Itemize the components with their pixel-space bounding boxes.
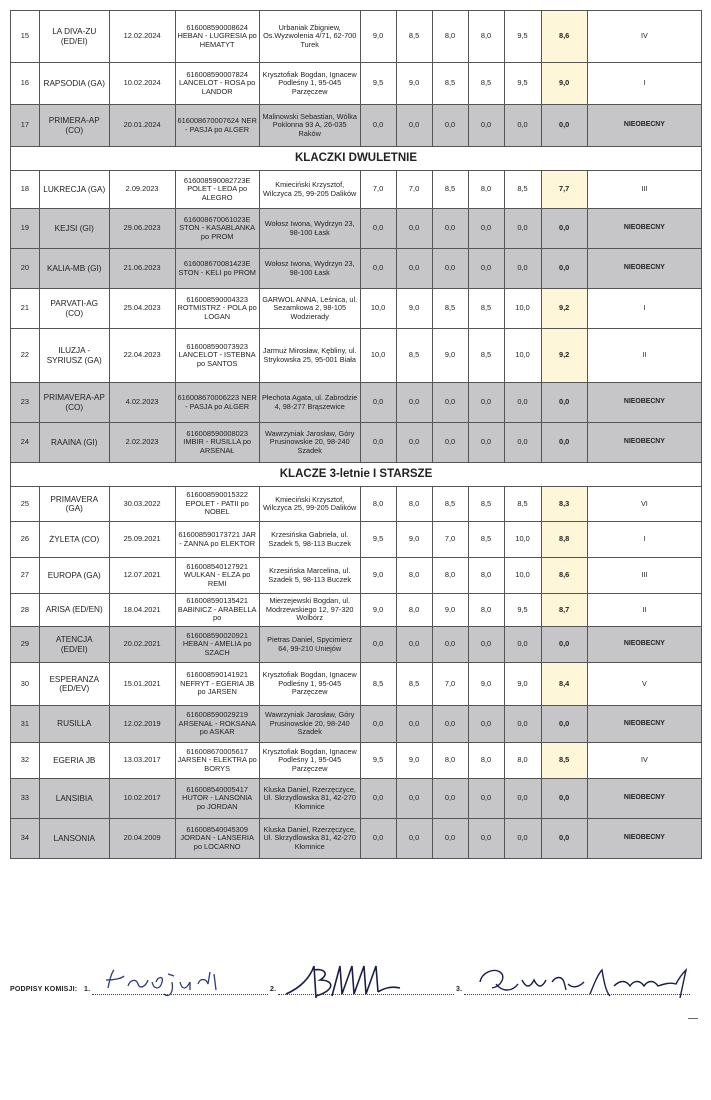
birth-date: 13.03.2017 [109, 743, 175, 779]
page-mark [688, 1018, 698, 1019]
row-number: 26 [11, 522, 40, 558]
table-row [11, 329, 702, 383]
birth-date: 2.09.2023 [109, 171, 175, 209]
score-1: 0,0 [360, 627, 396, 663]
score-5: 8,5 [504, 487, 541, 522]
birth-date: 10.02.2017 [109, 779, 175, 819]
table-row [11, 594, 702, 627]
pedigree: 616008590141921 NEFRYT - EGERIA JB po JARSEN [175, 663, 259, 706]
pedigree: 616008670081423E STON - KELI po PROM [175, 249, 259, 289]
pedigree: 616008590029219 ARSENAŁ - ROKSANA po ASKAR [175, 706, 259, 743]
score-5: 10,0 [504, 289, 541, 329]
pedigree: 616008590004323 ROTMISTRZ - POLA po LOGAN [175, 289, 259, 329]
average-score: 8,6 [541, 11, 587, 63]
average-score: 0,0 [541, 627, 587, 663]
birth-date: 18.04.2021 [109, 594, 175, 627]
horse-name: PRIMAVERA-AP (CO) [39, 383, 109, 423]
score-1: 9,0 [360, 11, 396, 63]
owner: Wołosz Iwona, Wydrzyn 23, 98-100 Łask [259, 209, 360, 249]
score-3: 0,0 [432, 249, 468, 289]
placement: NIEOBECNY [587, 383, 701, 423]
table-row [11, 706, 702, 743]
score-1: 9,0 [360, 594, 396, 627]
horse-name: LANSONIA [39, 819, 109, 859]
score-2: 8,0 [396, 594, 432, 627]
score-1: 0,0 [360, 779, 396, 819]
horse-name: PARVATI-AG (CO) [39, 289, 109, 329]
score-5: 0,0 [504, 779, 541, 819]
pedigree: 616008590082723E POLET - LEDA po ALEGRO [175, 171, 259, 209]
score-1: 0,0 [360, 209, 396, 249]
placement: NIEOBECNY [587, 209, 701, 249]
score-2: 0,0 [396, 105, 432, 147]
pedigree: 616008670006223 NER - PASJA po ALGER [175, 383, 259, 423]
score-3: 9,0 [432, 329, 468, 383]
average-score: 0,0 [541, 423, 587, 463]
row-number: 15 [11, 11, 40, 63]
pedigree: 616008670005617 JARSEN - ELEKTRA po BORYS [175, 743, 259, 779]
owner: Malinowski Sebastian, Wólka Poklonna 93 A, 26-035 Raków [259, 105, 360, 147]
placement: III [587, 171, 701, 209]
score-2: 0,0 [396, 779, 432, 819]
score-2: 0,0 [396, 209, 432, 249]
placement: V [587, 663, 701, 706]
row-number: 18 [11, 171, 40, 209]
table-row [11, 663, 702, 706]
score-3: 0,0 [432, 627, 468, 663]
birth-date: 29.06.2023 [109, 209, 175, 249]
placement: IV [587, 743, 701, 779]
score-5: 0,0 [504, 819, 541, 859]
score-4: 8,0 [468, 171, 504, 209]
horse-name: EGERIA JB [39, 743, 109, 779]
placement: III [587, 558, 701, 594]
signature-1-image [102, 960, 242, 1002]
birth-date: 20.01.2024 [109, 105, 175, 147]
score-3: 8,5 [432, 289, 468, 329]
score-2: 8,0 [396, 558, 432, 594]
score-5: 0,0 [504, 627, 541, 663]
results-table [10, 10, 702, 859]
horse-name: RUSILLA [39, 706, 109, 743]
owner: Pietras Daniel, Spycimierz 64, 99-210 Uniejów [259, 627, 360, 663]
horse-name: LA DIVA-ZU (ED/EI) [39, 11, 109, 63]
average-score: 8,8 [541, 522, 587, 558]
birth-date: 10.02.2024 [109, 63, 175, 105]
row-number: 16 [11, 63, 40, 105]
owner: Kluska Daniel, Rzerzęczyce, Ul. Skrzydlowska 81, 42-270 Kłomnice [259, 779, 360, 819]
score-3: 7,0 [432, 522, 468, 558]
birth-date: 22.04.2023 [109, 329, 175, 383]
row-number: 21 [11, 289, 40, 329]
score-1: 0,0 [360, 105, 396, 147]
score-5: 9,5 [504, 594, 541, 627]
horse-name: RAPSODIA (GA) [39, 63, 109, 105]
horse-name: EUROPA (GA) [39, 558, 109, 594]
score-5: 9,5 [504, 11, 541, 63]
score-5: 10,0 [504, 558, 541, 594]
average-score: 8,3 [541, 487, 587, 522]
table-row [11, 779, 702, 819]
birth-date: 15.01.2021 [109, 663, 175, 706]
score-2: 0,0 [396, 627, 432, 663]
table-row [11, 171, 702, 209]
signatures [10, 958, 702, 1018]
pedigree: 616008670061023E STON - KASABLANKA po PROM [175, 209, 259, 249]
score-3: 8,0 [432, 11, 468, 63]
horse-name: PRIMAVERA (GA) [39, 487, 109, 522]
pedigree: 616008590173721 JAR - ŻANNA po ELEKTOR [175, 522, 259, 558]
score-1: 10,0 [360, 329, 396, 383]
horse-name: ARISA (ED/EN) [39, 594, 109, 627]
score-5: 0,0 [504, 105, 541, 147]
placement: NIEOBECNY [587, 249, 701, 289]
score-4: 0,0 [468, 706, 504, 743]
horse-name: ŻYLETA (CO) [39, 522, 109, 558]
score-4: 0,0 [468, 209, 504, 249]
score-5: 8,5 [504, 171, 541, 209]
pedigree: 616008590007824 LANCELOT - ROSA po LANDOR [175, 63, 259, 105]
birth-date: 30.03.2022 [109, 487, 175, 522]
average-score: 0,0 [541, 706, 587, 743]
row-number: 27 [11, 558, 40, 594]
horse-name: KALIA-MB (GI) [39, 249, 109, 289]
score-3: 0,0 [432, 706, 468, 743]
score-5: 0,0 [504, 249, 541, 289]
score-3: 8,5 [432, 63, 468, 105]
table-row [11, 487, 702, 522]
score-4: 8,5 [468, 487, 504, 522]
score-2: 0,0 [396, 423, 432, 463]
birth-date: 12.02.2019 [109, 706, 175, 743]
horse-name: PRIMERA-AP (CO) [39, 105, 109, 147]
score-3: 8,5 [432, 487, 468, 522]
owner: Wawrzyniak Jarosław, Góry Prusinowskie 20, 98-240 Szadek [259, 706, 360, 743]
score-2: 0,0 [396, 819, 432, 859]
score-4: 0,0 [468, 627, 504, 663]
score-1: 8,5 [360, 663, 396, 706]
score-1: 0,0 [360, 706, 396, 743]
pedigree: 616008540005417 HUTOR - LANSONIA po JORDAN [175, 779, 259, 819]
score-3: 8,0 [432, 558, 468, 594]
score-2: 8,5 [396, 11, 432, 63]
signatures-label: PODPISY KOMISJI: [10, 986, 78, 993]
placement: II [587, 594, 701, 627]
section-header-row [11, 147, 702, 171]
row-number: 34 [11, 819, 40, 859]
pedigree: 616008590008624 HEBAN - LUGRESIA po HEMATYT [175, 11, 259, 63]
row-number: 25 [11, 487, 40, 522]
signature-number-1: 1. [84, 986, 91, 993]
birth-date: 2.02.2023 [109, 423, 175, 463]
average-score: 0,0 [541, 383, 587, 423]
owner: Płechota Agata, ul. Zabrodzie 4, 98-277 Brąszewice [259, 383, 360, 423]
score-2: 0,0 [396, 383, 432, 423]
score-2: 9,0 [396, 743, 432, 779]
signature-2-image [280, 958, 410, 1004]
score-2: 8,0 [396, 487, 432, 522]
score-3: 0,0 [432, 209, 468, 249]
table-row [11, 423, 702, 463]
score-5: 10,0 [504, 522, 541, 558]
owner: Krzesińska Gabriela, ul. Szadek 5, 98-113 Buczek [259, 522, 360, 558]
owner: Kluska Daniel, Rzerzęczyce, Ul. Skrzydlowska 81, 42-270 Kłomnice [259, 819, 360, 859]
row-number: 31 [11, 706, 40, 743]
pedigree: 616008590008023 IMBIR - RUSILLA po ARSENAŁ [175, 423, 259, 463]
table-row [11, 11, 702, 63]
birth-date: 25.04.2023 [109, 289, 175, 329]
score-5: 9,5 [504, 63, 541, 105]
score-2: 9,0 [396, 522, 432, 558]
score-1: 9,5 [360, 743, 396, 779]
score-3: 0,0 [432, 779, 468, 819]
score-1: 7,0 [360, 171, 396, 209]
table-row [11, 249, 702, 289]
score-1: 0,0 [360, 423, 396, 463]
owner: Krysztofiak Bogdan, Ignacew Podleśny 1, 95-045 Parzęczew [259, 63, 360, 105]
score-5: 8,0 [504, 743, 541, 779]
average-score: 9,2 [541, 329, 587, 383]
score-4: 0,0 [468, 105, 504, 147]
average-score: 0,0 [541, 779, 587, 819]
row-number: 19 [11, 209, 40, 249]
score-4: 8,0 [468, 594, 504, 627]
score-4: 0,0 [468, 249, 504, 289]
table-row [11, 627, 702, 663]
score-4: 8,0 [468, 743, 504, 779]
average-score: 8,6 [541, 558, 587, 594]
score-3: 8,5 [432, 171, 468, 209]
average-score: 9,2 [541, 289, 587, 329]
score-1: 10,0 [360, 289, 396, 329]
owner: Urbaniak Zbigniew, Os.Wyzwolenia 4/71, 62-700 Turek [259, 11, 360, 63]
row-number: 28 [11, 594, 40, 627]
score-4: 8,5 [468, 329, 504, 383]
placement: VI [587, 487, 701, 522]
placement: IV [587, 11, 701, 63]
score-1: 0,0 [360, 819, 396, 859]
table-row [11, 63, 702, 105]
row-number: 24 [11, 423, 40, 463]
owner: GARWOL ANNA, Leśnica, ul. Sezamkowa 2, 98-105 Wodzierady [259, 289, 360, 329]
score-3: 0,0 [432, 819, 468, 859]
average-score: 8,7 [541, 594, 587, 627]
row-number: 33 [11, 779, 40, 819]
birth-date: 20.04.2009 [109, 819, 175, 859]
signature-3b-image [584, 962, 694, 1002]
placement: NIEOBECNY [587, 105, 701, 147]
horse-name: ILUZJA - SYRIUSZ (GA) [39, 329, 109, 383]
owner: Jarmuż Mirosław, Kębliny, ul. Strykowska 25, 95-001 Biała [259, 329, 360, 383]
pedigree: 616008670007624 NER - PASJA po ALGER [175, 105, 259, 147]
row-number: 22 [11, 329, 40, 383]
placement: NIEOBECNY [587, 779, 701, 819]
placement: II [587, 329, 701, 383]
score-4: 0,0 [468, 423, 504, 463]
score-4: 0,0 [468, 819, 504, 859]
score-3: 9,0 [432, 594, 468, 627]
score-3: 0,0 [432, 105, 468, 147]
birth-date: 12.02.2024 [109, 11, 175, 63]
section-title: KLACZE 3-letnie I STARSZE [11, 463, 702, 487]
score-2: 8,5 [396, 663, 432, 706]
owner: Krzesińska Marcelina, ul. Szadek 5, 98-113 Buczek [259, 558, 360, 594]
score-4: 0,0 [468, 779, 504, 819]
placement: NIEOBECNY [587, 423, 701, 463]
score-1: 9,0 [360, 558, 396, 594]
score-4: 8,0 [468, 558, 504, 594]
placement: NIEOBECNY [587, 706, 701, 743]
average-score: 0,0 [541, 249, 587, 289]
birth-date: 12.07.2021 [109, 558, 175, 594]
section-title: KLACZKI DWULETNIE [11, 147, 702, 171]
owner: Kmieciński Krzysztof, Wilczyca 25, 99-205 Dalików [259, 487, 360, 522]
score-5: 0,0 [504, 383, 541, 423]
score-5: 0,0 [504, 423, 541, 463]
birth-date: 20.02.2021 [109, 627, 175, 663]
average-score: 8,5 [541, 743, 587, 779]
table-row [11, 558, 702, 594]
pedigree: 616008540045309 JORDAN - LANSERIA po LOCARNO [175, 819, 259, 859]
score-2: 8,5 [396, 329, 432, 383]
horse-name: ESPERANZA (ED/EV) [39, 663, 109, 706]
average-score: 0,0 [541, 819, 587, 859]
horse-name: LUKRECJA (GA) [39, 171, 109, 209]
section-header-row [11, 463, 702, 487]
table-row [11, 522, 702, 558]
horse-name: RAAINA (GI) [39, 423, 109, 463]
owner: Wołosz Iwona, Wydrzyn 23, 98-100 Łask [259, 249, 360, 289]
pedigree: 616008590073923 LANCELOT - ISTEBNA po SANTOS [175, 329, 259, 383]
table-row [11, 743, 702, 779]
score-4: 9,0 [468, 663, 504, 706]
score-3: 0,0 [432, 383, 468, 423]
owner: Wawrzyniak Jarosław, Góry Prusinowskie 20, 98-240 Szadek [259, 423, 360, 463]
table-row [11, 289, 702, 329]
row-number: 20 [11, 249, 40, 289]
average-score: 0,0 [541, 105, 587, 147]
score-2: 9,0 [396, 289, 432, 329]
score-4: 8,5 [468, 522, 504, 558]
score-2: 7,0 [396, 171, 432, 209]
score-4: 0,0 [468, 383, 504, 423]
row-number: 30 [11, 663, 40, 706]
row-number: 23 [11, 383, 40, 423]
owner: Krysztofiak Bogdan, Ignacew Podleśny 1, 95-045 Parzęczew [259, 743, 360, 779]
score-5: 0,0 [504, 209, 541, 249]
pedigree: 616008590015322 EPOLET - PATII po NOBEL [175, 487, 259, 522]
average-score: 7,7 [541, 171, 587, 209]
placement: I [587, 63, 701, 105]
score-5: 10,0 [504, 329, 541, 383]
score-4: 8,5 [468, 289, 504, 329]
score-2: 0,0 [396, 706, 432, 743]
score-1: 9,5 [360, 63, 396, 105]
placement: NIEOBECNY [587, 627, 701, 663]
placement: I [587, 522, 701, 558]
score-4: 8,5 [468, 63, 504, 105]
score-5: 9,0 [504, 663, 541, 706]
score-1: 0,0 [360, 249, 396, 289]
signature-number-2: 2. [270, 986, 277, 993]
score-1: 9,5 [360, 522, 396, 558]
horse-name: KEJSI (GI) [39, 209, 109, 249]
score-5: 0,0 [504, 706, 541, 743]
owner: Kmieciński Krzysztof, Wilczyca 25, 99-205 Dalików [259, 171, 360, 209]
row-number: 29 [11, 627, 40, 663]
average-score: 9,0 [541, 63, 587, 105]
score-3: 7,0 [432, 663, 468, 706]
birth-date: 4.02.2023 [109, 383, 175, 423]
horse-name: ATENCJA (ED/EI) [39, 627, 109, 663]
pedigree: 616008540127921 WULKAN - ELZA po REMI [175, 558, 259, 594]
score-1: 0,0 [360, 383, 396, 423]
birth-date: 21.06.2023 [109, 249, 175, 289]
signature-number-3: 3. [456, 986, 463, 993]
birth-date: 25.09.2021 [109, 522, 175, 558]
placement: I [587, 289, 701, 329]
average-score: 0,0 [541, 209, 587, 249]
horse-name: LANSIBIA [39, 779, 109, 819]
row-number: 17 [11, 105, 40, 147]
table-row [11, 383, 702, 423]
score-1: 8,0 [360, 487, 396, 522]
table-row [11, 209, 702, 249]
owner: Mierzejewski Bogdan, ul. Modrzewskiego 12, 97-320 Wolbórz [259, 594, 360, 627]
score-4: 8,0 [468, 11, 504, 63]
table-row [11, 105, 702, 147]
score-2: 0,0 [396, 249, 432, 289]
placement: NIEOBECNY [587, 819, 701, 859]
score-2: 9,0 [396, 63, 432, 105]
table-row [11, 819, 702, 859]
pedigree: 616008590135421 BABINICZ - ARABELLA po [175, 594, 259, 627]
pedigree: 616008590020921 HEBAN - AMELIA po SZACH [175, 627, 259, 663]
signature-3a-image [472, 962, 592, 1002]
score-3: 8,0 [432, 743, 468, 779]
row-number: 32 [11, 743, 40, 779]
owner: Krysztofiak Bogdan, Ignacew Podleśny 1, 95-045 Parzęczew [259, 663, 360, 706]
score-3: 0,0 [432, 423, 468, 463]
average-score: 8,4 [541, 663, 587, 706]
